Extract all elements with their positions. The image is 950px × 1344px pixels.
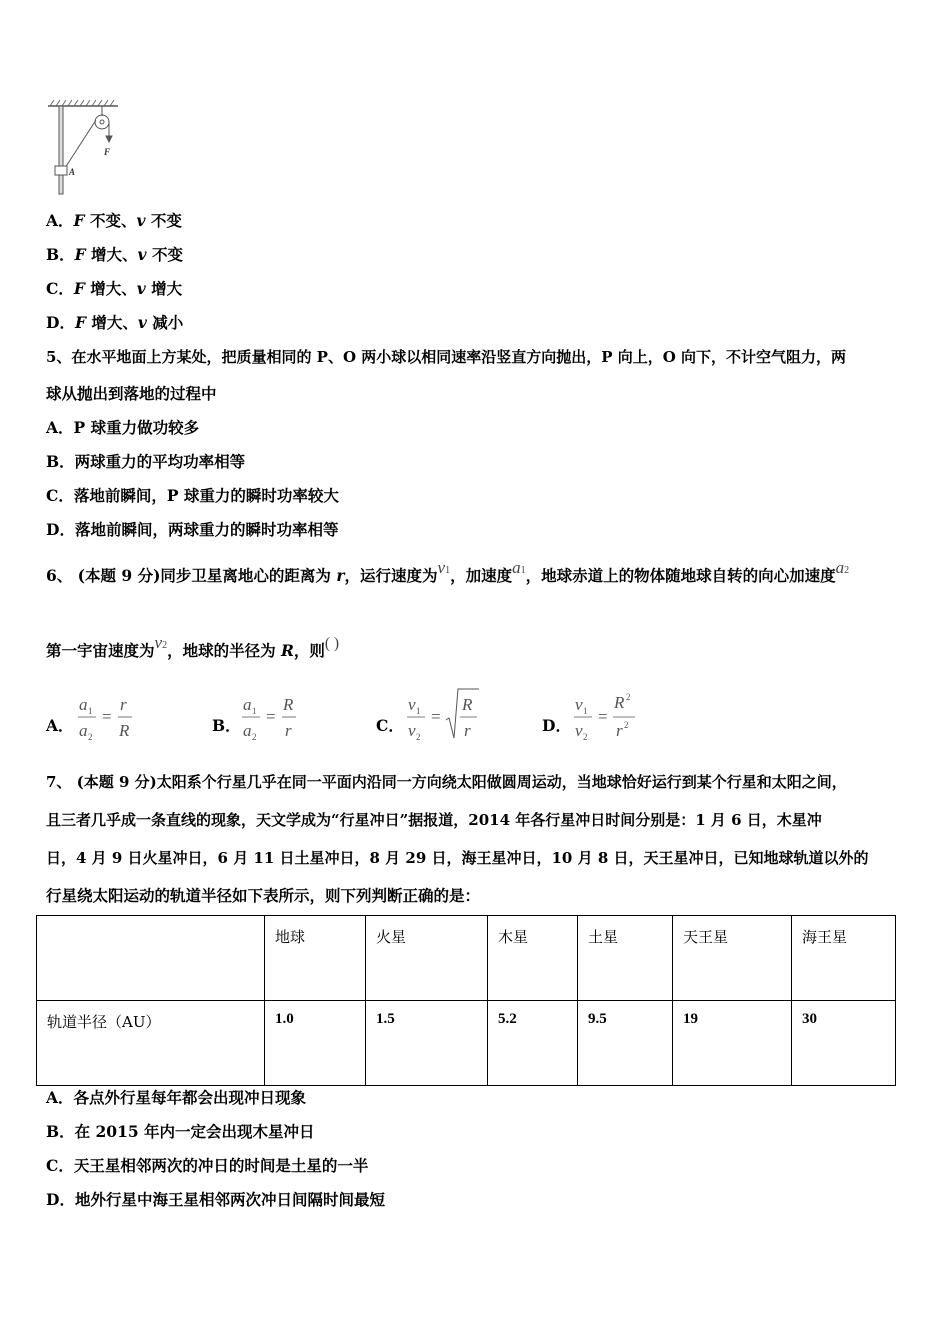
- svg-text:1: 1: [416, 706, 421, 716]
- q5-option-a[interactable]: A．P 球重力做功较多: [46, 418, 200, 437]
- a2-symbol: a2: [835, 558, 850, 577]
- q7-option-b[interactable]: B．在 2015 年内一定会出现木星冲日: [46, 1122, 315, 1141]
- svg-text:a: a: [79, 695, 88, 714]
- q5-option-d[interactable]: D．落地前瞬间，两球重力的瞬时功率相等: [46, 520, 339, 539]
- table-header-cell: 地球: [265, 916, 366, 1001]
- svg-text:1: 1: [88, 706, 93, 716]
- q5-stem-line2: 球从抛出到落地的过程中: [46, 384, 217, 403]
- svg-text:v: v: [575, 695, 583, 714]
- q4-option-b[interactable]: B．F 增大、v 不变: [46, 245, 183, 264]
- q6-option-c-label[interactable]: C．: [376, 716, 404, 735]
- svg-text:1: 1: [583, 706, 588, 716]
- table-row-label: 轨道半径（AU）: [37, 1001, 265, 1086]
- svg-text:a: a: [79, 721, 88, 740]
- q7-stem-line4: 行星绕太阳运动的轨道半径如下表所示，则下列判断正确的是：: [46, 886, 481, 905]
- q6-option-b-formula[interactable]: [240, 690, 310, 744]
- svg-text:r: r: [120, 695, 127, 714]
- v1-symbol: v1: [437, 558, 451, 577]
- svg-text:v: v: [408, 721, 416, 740]
- svg-text:R: R: [462, 695, 473, 714]
- q6-option-a-label[interactable]: A．: [46, 716, 74, 735]
- q6-option-c-formula[interactable]: [405, 686, 485, 744]
- orbit-table: [36, 915, 896, 1086]
- q5-stem-line1: 5、在水平地面上方某处，把质量相同的 P、O 两小球以相同速率沿竖直方向抛出，P 向上，O 向下，不计空气阻力，两: [46, 348, 847, 366]
- table-header-cell: 木星: [488, 916, 578, 1001]
- force-label: F: [104, 147, 111, 157]
- svg-text:R: R: [614, 693, 625, 712]
- table-header-cell: [37, 916, 265, 1001]
- svg-text:a: a: [243, 695, 252, 714]
- q7-stem-line3: 日，4 月 9 日火星冲日，6 月 11 日土星冲日，8 月 29 日，海王星冲日，10 月 8 日，天王星冲日，已知地球轨道以外的: [46, 849, 869, 867]
- table-header-cell: 海王星: [792, 916, 896, 1001]
- q7-option-d[interactable]: D．地外行星中海王星相邻两次冲日间隔时间最短: [46, 1190, 385, 1209]
- svg-text:2: 2: [626, 692, 631, 702]
- svg-text:a: a: [243, 721, 252, 740]
- q4-option-a[interactable]: A．F 不变、v 不变: [46, 211, 182, 230]
- q6-option-a-formula[interactable]: [76, 690, 146, 744]
- table-header-row: [37, 916, 896, 1001]
- svg-text:v: v: [408, 695, 416, 714]
- svg-text:=: =: [102, 707, 112, 726]
- q7-stem-line2: 且三者几乎成一条直线的现象，天文学成为“行星冲日”据报道，2014 年各行星冲日时间分别是：1 月 6 日，木星冲: [46, 811, 822, 829]
- q6-option-d-label[interactable]: D．: [542, 716, 571, 735]
- pulley-figure: [44, 98, 124, 198]
- q7-option-a[interactable]: A．各点外行星每年都会出现冲日现象: [46, 1088, 307, 1107]
- svg-text:2: 2: [416, 732, 421, 742]
- table-cell: 9.5: [578, 1001, 673, 1086]
- svg-text:2: 2: [88, 732, 93, 742]
- table-cell: 30: [792, 1001, 896, 1086]
- q6-option-b-label[interactable]: B．: [212, 716, 241, 735]
- table-cell: 1.5: [366, 1001, 488, 1086]
- table-header-cell: 天王星: [673, 916, 792, 1001]
- svg-text:=: =: [431, 707, 441, 726]
- q6-stem-line1: 6、 (本题 9 分)同步卫星离地心的距离为 r，运行速度为v1，加速度a1，地球赤道上的物体随地球自转的向心加速度a2: [46, 558, 850, 585]
- a1-symbol: a1: [512, 558, 526, 577]
- svg-text:r: r: [616, 721, 623, 740]
- block-label: A: [69, 167, 76, 177]
- svg-text:r: r: [285, 721, 292, 740]
- table-header-cell: 火星: [366, 916, 488, 1001]
- v2-symbol: v2: [154, 633, 168, 652]
- svg-text:2: 2: [583, 732, 588, 742]
- svg-text:1: 1: [252, 706, 257, 716]
- table-cell: 19: [673, 1001, 792, 1086]
- svg-text:=: =: [266, 707, 276, 726]
- svg-text:2: 2: [624, 720, 629, 730]
- q4-option-d[interactable]: D．F 增大、v 减小: [46, 313, 184, 332]
- svg-text:R: R: [119, 721, 130, 740]
- q6-option-d-formula[interactable]: [572, 688, 644, 744]
- svg-text:2: 2: [252, 732, 257, 742]
- q5-option-c[interactable]: C．落地前瞬间，P 球重力的瞬时功率较大: [46, 486, 339, 505]
- q6-stem-line2: 第一宇宙速度为v2，地球的半径为 R，则( ): [46, 633, 340, 660]
- q7-stem-line1: 7、 (本题 9 分)太阳系个行星几乎在同一平面内沿同一方向绕太阳做圆周运动，当地球恰好运行到某个行星和太阳之间，: [46, 773, 847, 791]
- table-cell: 1.0: [265, 1001, 366, 1086]
- table-row: [37, 1001, 896, 1086]
- q7-option-c[interactable]: C．天王星相邻两次的冲日的时间是土星的一半: [46, 1156, 369, 1175]
- svg-text:v: v: [575, 721, 583, 740]
- svg-text:R: R: [283, 695, 294, 714]
- answer-paren: ( ): [324, 635, 340, 652]
- table-header-cell: 土星: [578, 916, 673, 1001]
- svg-text:r: r: [464, 721, 471, 740]
- table-cell: 5.2: [488, 1001, 578, 1086]
- q5-option-b[interactable]: B．两球重力的平均功率相等: [46, 452, 246, 471]
- q4-option-c[interactable]: C．F 增大、v 增大: [46, 279, 183, 298]
- svg-text:=: =: [598, 707, 608, 726]
